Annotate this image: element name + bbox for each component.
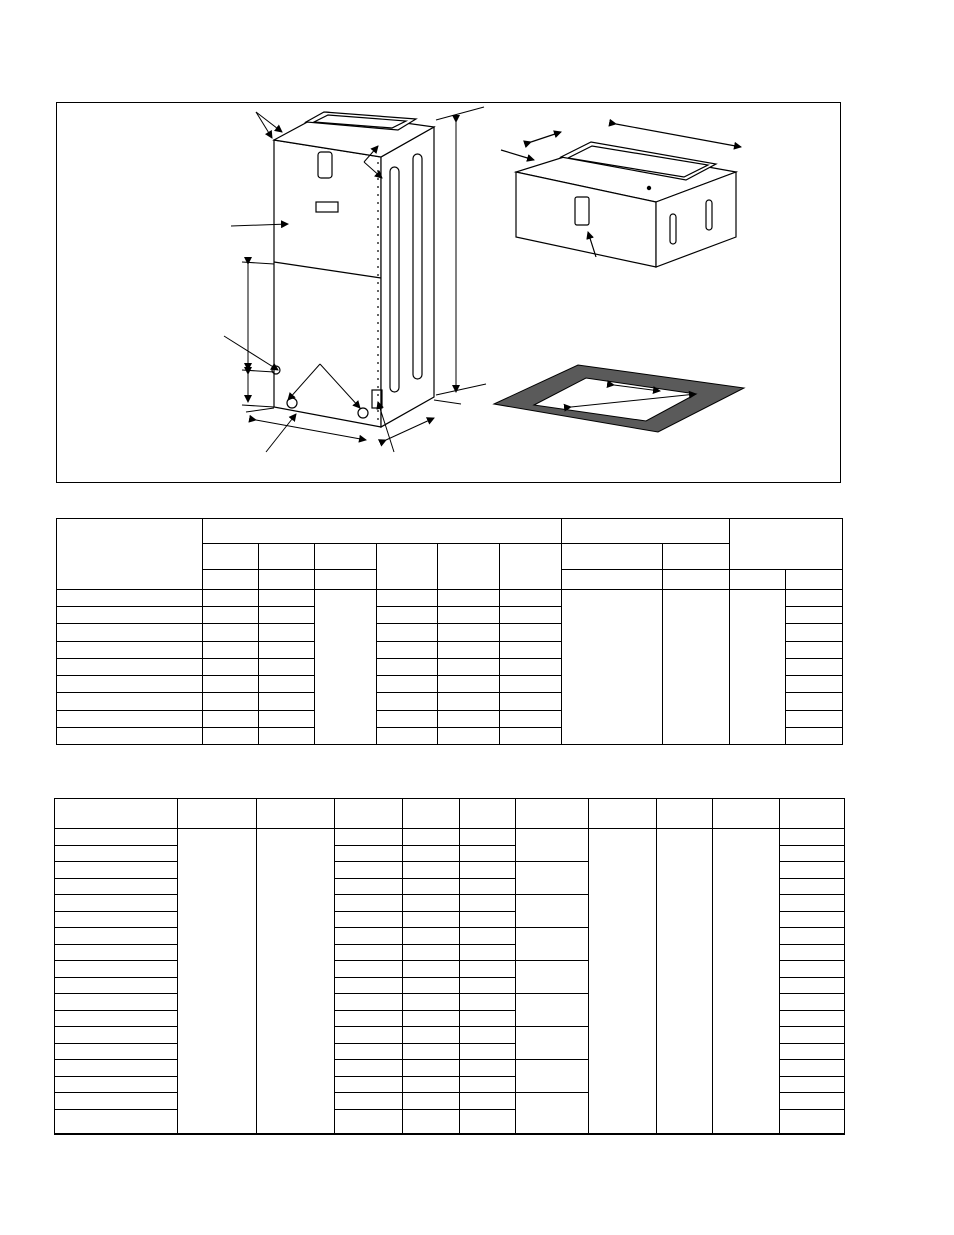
table-cell <box>786 710 843 727</box>
table-cell <box>259 624 315 641</box>
table-cell <box>55 961 178 978</box>
table-cell <box>203 710 259 727</box>
table-cell <box>55 994 178 1011</box>
table-cell <box>516 928 589 961</box>
table-header-cell <box>562 519 730 544</box>
table-header-cell <box>780 799 845 829</box>
table-cell <box>335 1109 403 1134</box>
table-cell <box>178 829 257 1135</box>
table-header-cell <box>315 544 377 570</box>
table-cell <box>57 607 203 624</box>
table-cell <box>403 1109 460 1134</box>
table-cell <box>403 928 460 945</box>
table-cell <box>55 1027 178 1044</box>
table-cell <box>730 590 786 745</box>
table-cell <box>55 911 178 928</box>
table-cell <box>663 590 730 745</box>
table-header-cell <box>335 799 403 829</box>
table-cell <box>259 710 315 727</box>
table-header-cell <box>55 799 178 829</box>
table-cell <box>438 624 500 641</box>
table-cell <box>55 878 178 895</box>
table-cell <box>203 607 259 624</box>
table-cell <box>335 862 403 879</box>
table-cell <box>780 862 845 879</box>
table-cell <box>460 845 516 862</box>
table-cell <box>377 693 438 710</box>
table-cell <box>57 641 203 658</box>
table-cell <box>657 829 713 1135</box>
table-header-cell <box>377 544 438 590</box>
table-cell <box>786 676 843 693</box>
table-cell <box>259 658 315 675</box>
table-cell <box>315 590 377 745</box>
table-cell <box>403 845 460 862</box>
table-cell <box>438 641 500 658</box>
table-cell <box>335 1093 403 1110</box>
table-cell <box>460 928 516 945</box>
table-cell <box>55 1060 178 1077</box>
table-cell <box>562 590 663 745</box>
table-header-row <box>55 799 845 829</box>
table-cell <box>57 710 203 727</box>
table-cell <box>438 658 500 675</box>
table-cell <box>335 911 403 928</box>
table-cell <box>786 693 843 710</box>
table-cell <box>403 829 460 846</box>
table-cell <box>500 727 562 744</box>
table-cell <box>500 658 562 675</box>
table-header-cell <box>257 799 335 829</box>
table-cell <box>780 1076 845 1093</box>
table-cell <box>203 676 259 693</box>
table-cell <box>780 977 845 994</box>
table-cell <box>259 727 315 744</box>
unit-top-with-supply-flange <box>501 124 741 267</box>
table-cell <box>516 961 589 994</box>
table-cell <box>460 1010 516 1027</box>
table-cell <box>500 641 562 658</box>
table-header-cell <box>663 544 730 570</box>
table-cell <box>438 693 500 710</box>
table-cell <box>460 1060 516 1077</box>
table-cell <box>460 1076 516 1093</box>
table-cell <box>786 624 843 641</box>
table-cell <box>460 1109 516 1134</box>
table-cell <box>257 829 335 1135</box>
table-cell <box>780 878 845 895</box>
table-cell <box>57 590 203 607</box>
table-cell <box>786 590 843 607</box>
table-header-cell <box>730 519 843 570</box>
table-cell <box>516 994 589 1027</box>
table-cell <box>259 693 315 710</box>
table-cell <box>780 845 845 862</box>
table-cell <box>55 1076 178 1093</box>
table-cell <box>203 727 259 744</box>
table-cell <box>403 1027 460 1044</box>
table-cell <box>500 590 562 607</box>
table-cell <box>460 977 516 994</box>
table-cell <box>780 911 845 928</box>
table-header-cell <box>663 570 730 590</box>
table-cell <box>57 676 203 693</box>
table-cell <box>780 1010 845 1027</box>
table-cell <box>500 693 562 710</box>
table-header-cell <box>57 519 203 590</box>
table-header-cell <box>516 799 589 829</box>
table-cell <box>780 1093 845 1110</box>
table-cell <box>335 878 403 895</box>
table-cell <box>55 1010 178 1027</box>
table-cell <box>55 1093 178 1110</box>
table-cell <box>335 1010 403 1027</box>
table-cell <box>55 1109 178 1134</box>
table-cell <box>516 1027 589 1060</box>
table-cell <box>460 1093 516 1110</box>
table-cell <box>55 928 178 945</box>
table-cell <box>460 829 516 846</box>
table-cell <box>55 862 178 879</box>
table-header-cell <box>657 799 713 829</box>
table-cell <box>780 961 845 978</box>
table-cell <box>335 1060 403 1077</box>
table-cell <box>203 590 259 607</box>
table-cell <box>500 624 562 641</box>
table-header-cell <box>203 570 259 590</box>
table-header-cell <box>562 570 663 590</box>
table-cell <box>780 829 845 846</box>
table-header-cell <box>203 519 562 544</box>
table-cell <box>55 1043 178 1060</box>
table-cell <box>203 624 259 641</box>
table-cell <box>377 658 438 675</box>
table-cell <box>203 658 259 675</box>
table-cell <box>403 944 460 961</box>
table-header-cell <box>730 570 786 590</box>
table-cell <box>259 641 315 658</box>
table-cell <box>780 944 845 961</box>
table-header-cell <box>315 570 377 590</box>
table-cell <box>403 1076 460 1093</box>
table-header-cell <box>259 570 315 590</box>
table-cell <box>57 658 203 675</box>
table-cell <box>335 928 403 945</box>
table-cell <box>500 676 562 693</box>
table-cell <box>516 862 589 895</box>
table-cell <box>403 911 460 928</box>
table-cell <box>460 862 516 879</box>
table-cell <box>55 845 178 862</box>
table-cell <box>516 1060 589 1093</box>
table-cell <box>460 911 516 928</box>
table-cell <box>460 1043 516 1060</box>
table-cell <box>786 641 843 658</box>
table-cell <box>713 829 780 1135</box>
table-cell <box>780 1043 845 1060</box>
table-cell <box>259 607 315 624</box>
table-header-cell <box>786 570 843 590</box>
table-header-cell <box>460 799 516 829</box>
table-cell <box>335 994 403 1011</box>
table-cell <box>786 607 843 624</box>
table-cell <box>403 1060 460 1077</box>
table-cell <box>786 727 843 744</box>
table-cell <box>516 895 589 928</box>
table-cell <box>335 1043 403 1060</box>
table-cell <box>335 977 403 994</box>
table-header-cell <box>713 799 780 829</box>
return-air-opening-gasket <box>494 365 744 432</box>
table-cell <box>403 977 460 994</box>
table-cell <box>335 1027 403 1044</box>
table-cell <box>780 895 845 912</box>
specifications-table <box>54 798 844 1135</box>
table-cell <box>403 862 460 879</box>
table-cell <box>786 658 843 675</box>
table-cell <box>403 1010 460 1027</box>
table-cell <box>335 895 403 912</box>
table-cell <box>57 727 203 744</box>
table-cell <box>460 1027 516 1044</box>
table-cell <box>335 961 403 978</box>
table-cell <box>203 693 259 710</box>
table-cell <box>259 676 315 693</box>
table-cell <box>780 1109 845 1134</box>
table-cell <box>57 624 203 641</box>
table-cell <box>377 624 438 641</box>
table-cell <box>460 994 516 1011</box>
table-cell <box>403 895 460 912</box>
table-cell <box>203 641 259 658</box>
table-cell <box>780 928 845 945</box>
table-cell <box>377 590 438 607</box>
table-cell <box>460 944 516 961</box>
table-header-cell <box>589 799 657 829</box>
table-cell <box>438 710 500 727</box>
table-cell <box>377 641 438 658</box>
table-cell <box>500 607 562 624</box>
table-cell <box>460 961 516 978</box>
table-cell <box>335 1076 403 1093</box>
table-cell <box>460 895 516 912</box>
table-cell <box>780 994 845 1011</box>
dimensions-table <box>56 518 842 745</box>
table-cell <box>335 829 403 846</box>
table-cell <box>438 676 500 693</box>
table-header-cell <box>500 544 562 590</box>
table-cell <box>438 590 500 607</box>
table-cell <box>516 1093 589 1135</box>
table-cell <box>403 1043 460 1060</box>
table-header-cell <box>178 799 257 829</box>
table-cell <box>403 994 460 1011</box>
table-cell <box>403 878 460 895</box>
table-cell <box>403 1093 460 1110</box>
dimension-figure <box>56 102 841 483</box>
table-cell <box>438 607 500 624</box>
table-header-row <box>57 519 843 544</box>
table-cell <box>335 944 403 961</box>
table-cell <box>460 878 516 895</box>
table-header-cell <box>438 544 500 590</box>
table-cell <box>438 727 500 744</box>
table-cell <box>55 977 178 994</box>
table-cell <box>500 710 562 727</box>
table-cell <box>516 829 589 862</box>
table-cell <box>377 727 438 744</box>
table-cell <box>589 829 657 1135</box>
air-handler-unit-isometric <box>272 112 434 427</box>
table-cell <box>259 590 315 607</box>
table-cell <box>377 676 438 693</box>
table-cell <box>377 710 438 727</box>
table-cell <box>780 1027 845 1044</box>
table-cell <box>55 944 178 961</box>
table-header-cell <box>259 544 315 570</box>
table-row <box>55 829 845 846</box>
table-cell <box>335 845 403 862</box>
table-header-cell <box>203 544 259 570</box>
table-cell <box>55 829 178 846</box>
table-header-cell <box>403 799 460 829</box>
table-cell <box>780 1060 845 1077</box>
table-cell <box>57 693 203 710</box>
table-row <box>57 590 843 607</box>
table-header-cell <box>562 544 663 570</box>
table-cell <box>403 961 460 978</box>
table-cell <box>377 607 438 624</box>
table-cell <box>55 895 178 912</box>
